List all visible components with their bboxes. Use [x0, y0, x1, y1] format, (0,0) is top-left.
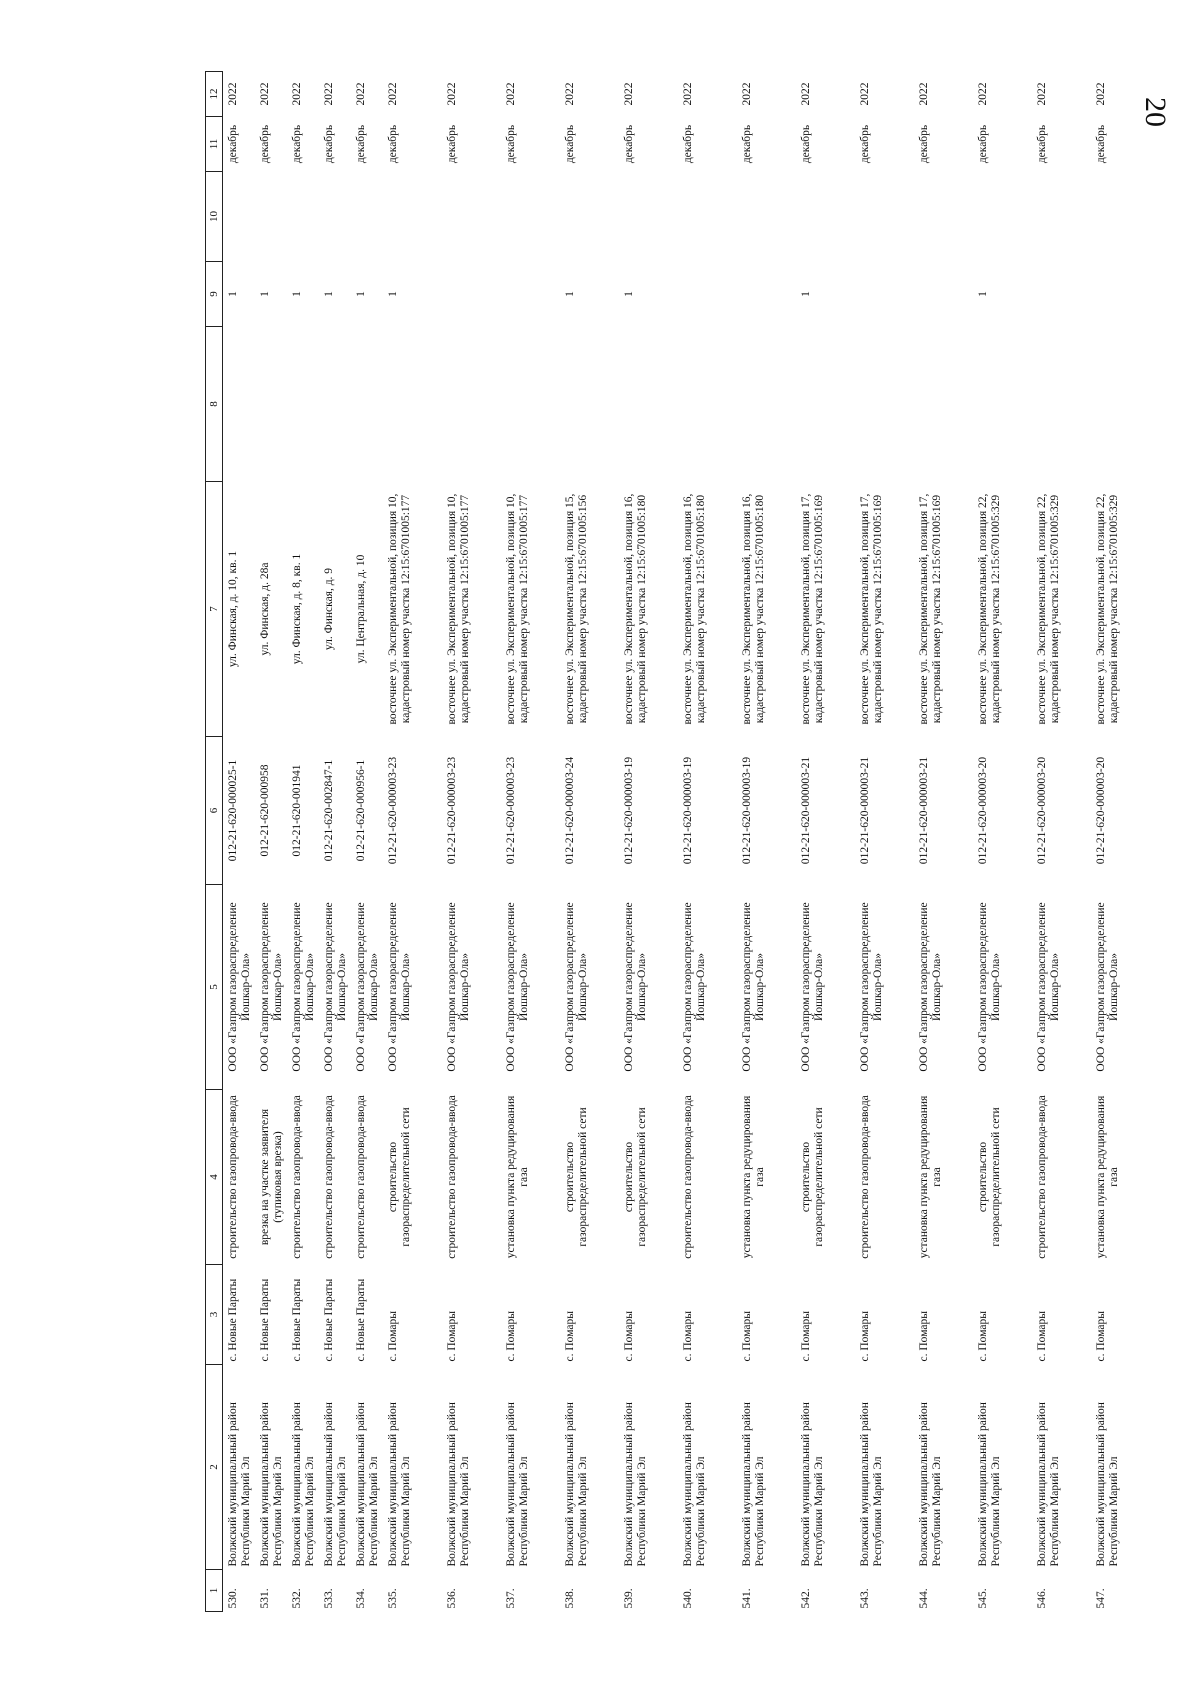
- district-cell: Волжский муниципальный район Республики Марий Эл: [682, 1402, 708, 1567]
- settlement-cell: с. Помары: [505, 1311, 517, 1362]
- organization-cell: ООО «Газпром газораспределение Йошкар-Ола»: [387, 902, 413, 1072]
- organization-cell: ООО «Газпром газораспределение Йошкар-Ола»: [623, 902, 649, 1072]
- application-number-cell: 012-21-620-002847-1: [323, 759, 335, 862]
- work-type-cell: строительство газораспределительной сети: [564, 1107, 590, 1247]
- work-type-cell: строительство газопровода-ввода: [355, 1095, 367, 1259]
- row-number: 536.: [446, 1588, 458, 1609]
- settlement-cell: с. Помары: [741, 1311, 753, 1362]
- settlement-cell: с. Новые Параты: [227, 1278, 239, 1362]
- quantity-cell: 1: [323, 291, 335, 297]
- district-cell: Волжский муниципальный район Республики Марий Эл: [564, 1402, 590, 1567]
- row-number: 543.: [859, 1588, 871, 1609]
- year-cell: 2022: [1036, 82, 1048, 106]
- address-cell: восточнее ул. Экспериментальной, позиция 22, кадастровый номер участка 12:15:6701005:329: [977, 493, 1003, 725]
- settlement-cell: с. Помары: [977, 1311, 989, 1362]
- address-cell: ул. Финская, д. 9: [323, 567, 335, 651]
- column-10-cell: [855, 172, 914, 262]
- row-number: 538.: [564, 1588, 576, 1609]
- quantity-cell: 1: [387, 291, 399, 297]
- organization-cell: ООО «Газпром газораспределение Йошкар-Ола»: [741, 902, 767, 1072]
- month-cell: декабрь: [1036, 124, 1048, 164]
- work-type-cell: строительство газораспределительной сети: [387, 1107, 413, 1247]
- column-header-5: 5: [206, 885, 223, 1090]
- table-row: [287, 72, 319, 1612]
- quantity-cell: 1: [564, 291, 576, 297]
- column-10-cell: [737, 172, 796, 262]
- application-number-cell: 012-21-620-000003-19: [741, 756, 753, 865]
- quantity-cell: 1: [977, 291, 989, 297]
- district-cell: Волжский муниципальный район Республики Марий Эл: [505, 1402, 531, 1567]
- work-type-cell: установка пункта редуцирования газа: [741, 1095, 767, 1259]
- column-10-cell: [973, 172, 1032, 262]
- column-10-cell: [255, 172, 287, 262]
- month-cell: декабрь: [564, 124, 576, 164]
- work-type-cell: строительство газопровода-ввода: [227, 1095, 239, 1259]
- work-type-cell: строительство газопровода-ввода: [323, 1095, 335, 1259]
- column-header-8: 8: [206, 327, 223, 482]
- row-number: 531.: [259, 1588, 271, 1609]
- address-cell: восточнее ул. Экспериментальной, позиция 16, кадастровый номер участка 12:15:6701005:180: [682, 493, 708, 725]
- table-header: [206, 72, 223, 1612]
- column-10-cell: [796, 172, 855, 262]
- table-row: [442, 72, 501, 1612]
- table-row: [737, 72, 796, 1612]
- organization-cell: ООО «Газпром газораспределение Йошкар-Ола»: [1036, 902, 1062, 1072]
- row-number: 539.: [623, 1588, 635, 1609]
- gasification-schedule-table: [205, 71, 1150, 1612]
- column-8-cell: [1091, 327, 1150, 482]
- year-cell: 2022: [918, 82, 930, 106]
- row-number: 546.: [1036, 1588, 1048, 1609]
- row-number: 544.: [918, 1588, 930, 1609]
- address-cell: восточнее ул. Экспериментальной, позиция 17, кадастровый номер участка 12:15:6701005:169: [859, 493, 885, 725]
- month-cell: декабрь: [291, 124, 303, 164]
- column-10-cell: [914, 172, 973, 262]
- district-cell: Волжский муниципальный район Республики Марий Эл: [1036, 1402, 1062, 1567]
- district-cell: Волжский муниципальный район Республики Марий Эл: [741, 1402, 767, 1567]
- quantity-cell: 1: [355, 291, 367, 297]
- quantity-cell: [442, 262, 501, 327]
- column-header-9: 9: [206, 262, 223, 327]
- year-cell: 2022: [800, 82, 812, 106]
- work-type-cell: строительство газопровода-ввода: [682, 1095, 694, 1259]
- organization-cell: ООО «Газпром газораспределение Йошкар-Ола»: [682, 902, 708, 1072]
- row-number: 534.: [355, 1588, 367, 1609]
- column-8-cell: [914, 327, 973, 482]
- year-cell: 2022: [355, 82, 367, 106]
- organization-cell: ООО «Газпром газораспределение Йошкар-Ола»: [918, 902, 944, 1072]
- organization-cell: ООО «Газпром газораспределение Йошкар-Ола»: [355, 902, 381, 1072]
- district-cell: Волжский муниципальный район Республики Марий Эл: [259, 1402, 285, 1567]
- table-row: [973, 72, 1032, 1612]
- organization-cell: ООО «Газпром газораспределение Йошкар-Ола»: [505, 902, 531, 1072]
- row-number: 532.: [291, 1588, 303, 1609]
- column-8-cell: [737, 327, 796, 482]
- work-type-cell: установка пункта редуцирования газа: [1095, 1095, 1121, 1259]
- page-number: 20: [1139, 97, 1172, 127]
- table-row: [501, 72, 560, 1612]
- application-number-cell: 012-21-620-000003-19: [623, 756, 635, 865]
- quantity-cell: 1: [291, 291, 303, 297]
- table-row: [678, 72, 737, 1612]
- table-row: [319, 72, 351, 1612]
- column-header-11: 11: [206, 117, 223, 172]
- column-10-cell: [287, 172, 319, 262]
- table-row: [560, 72, 619, 1612]
- address-cell: ул. Финская, д. 10, кв. 1: [227, 550, 239, 668]
- application-number-cell: 012-21-620-000003-21: [859, 756, 871, 865]
- quantity-cell: [501, 262, 560, 327]
- month-cell: декабрь: [227, 124, 239, 164]
- year-cell: 2022: [564, 82, 576, 106]
- column-8-cell: [973, 327, 1032, 482]
- column-8-cell: [442, 327, 501, 482]
- year-cell: 2022: [741, 82, 753, 106]
- column-header-1: 1: [206, 1570, 223, 1612]
- application-number-cell: 012-21-620-000956-1: [355, 759, 367, 862]
- month-cell: декабрь: [446, 124, 458, 164]
- address-cell: восточнее ул. Экспериментальной, позиция 22, кадастровый номер участка 12:15:6701005:329: [1095, 493, 1121, 725]
- quantity-cell: 1: [623, 291, 635, 297]
- month-cell: декабрь: [1095, 124, 1107, 164]
- settlement-cell: с. Помары: [859, 1311, 871, 1362]
- settlement-cell: с. Помары: [800, 1311, 812, 1362]
- year-cell: 2022: [291, 82, 303, 106]
- address-cell: восточнее ул. Экспериментальной, позиция 15, кадастровый номер участка 12:15:6701005:156: [564, 493, 590, 725]
- quantity-cell: 1: [227, 291, 239, 297]
- organization-cell: ООО «Газпром газораспределение Йошкар-Ола»: [977, 902, 1003, 1072]
- application-number-cell: 012-21-620-000003-23: [387, 756, 399, 865]
- work-type-cell: строительство газопровода-ввода: [859, 1095, 871, 1259]
- year-cell: 2022: [623, 82, 635, 106]
- column-10-cell: [1091, 172, 1150, 262]
- work-type-cell: установка пункта редуцирования газа: [505, 1095, 531, 1259]
- column-8-cell: [287, 327, 319, 482]
- row-number: 533.: [323, 1588, 335, 1609]
- district-cell: Волжский муниципальный район Республики Марий Эл: [355, 1402, 381, 1567]
- column-8-cell: [351, 327, 383, 482]
- table-row: [1091, 72, 1150, 1612]
- column-header-7: 7: [206, 482, 223, 737]
- application-number-cell: 012-21-620-000003-20: [1095, 756, 1107, 865]
- row-number: 530.: [227, 1588, 239, 1609]
- row-number: 540.: [682, 1588, 694, 1609]
- year-cell: 2022: [1095, 82, 1107, 106]
- row-number: 537.: [505, 1588, 517, 1609]
- application-number-cell: 012-21-620-000003-20: [977, 756, 989, 865]
- application-number-cell: 012-21-620-000003-24: [564, 756, 576, 865]
- work-type-cell: врезка на участке заявителя (тупиковая врезка): [259, 1108, 285, 1246]
- address-cell: восточнее ул. Экспериментальной, позиция 16, кадастровый номер участка 12:15:6701005:180: [741, 493, 767, 725]
- district-cell: Волжский муниципальный район Республики Марий Эл: [859, 1402, 885, 1567]
- address-cell: восточнее ул. Экспериментальной, позиция 10, кадастровый номер участка 12:15:6701005:177: [446, 493, 472, 725]
- year-cell: 2022: [446, 82, 458, 106]
- district-cell: Волжский муниципальный район Республики Марий Эл: [446, 1402, 472, 1567]
- organization-cell: ООО «Газпром газораспределение Йошкар-Ола»: [800, 902, 826, 1072]
- column-10-cell: [619, 172, 678, 262]
- month-cell: декабрь: [682, 124, 694, 164]
- district-cell: Волжский муниципальный район Республики Марий Эл: [387, 1402, 413, 1567]
- quantity-cell: [1032, 262, 1091, 327]
- column-header-3: 3: [206, 1265, 223, 1365]
- application-number-cell: 012-21-620-000003-19: [682, 756, 694, 865]
- year-cell: 2022: [505, 82, 517, 106]
- quantity-cell: [914, 262, 973, 327]
- month-cell: декабрь: [741, 124, 753, 164]
- district-cell: Волжский муниципальный район Республики Марий Эл: [800, 1402, 826, 1567]
- month-cell: декабрь: [505, 124, 517, 164]
- column-header-6: 6: [206, 737, 223, 885]
- settlement-cell: с. Новые Параты: [291, 1278, 303, 1362]
- quantity-cell: [855, 262, 914, 327]
- column-10-cell: [1032, 172, 1091, 262]
- organization-cell: ООО «Газпром газораспределение Йошкар-Ола»: [227, 902, 253, 1072]
- organization-cell: ООО «Газпром газораспределение Йошкар-Ола»: [859, 902, 885, 1072]
- rotated-table-wrapper: [205, 72, 1121, 1612]
- settlement-cell: с. Помары: [1095, 1311, 1107, 1362]
- settlement-cell: с. Новые Параты: [259, 1278, 271, 1362]
- settlement-cell: с. Помары: [623, 1311, 635, 1362]
- table-row: [1032, 72, 1091, 1612]
- column-10-cell: [560, 172, 619, 262]
- table-row: [914, 72, 973, 1612]
- application-number-cell: 012-21-620-001941: [291, 764, 303, 857]
- settlement-cell: с. Помары: [387, 1311, 399, 1362]
- address-cell: ул. Финская, д. 8, кв. 1: [291, 553, 303, 665]
- column-10-cell: [678, 172, 737, 262]
- table-row: [383, 72, 442, 1612]
- row-number: 545.: [977, 1588, 989, 1609]
- column-8-cell: [560, 327, 619, 482]
- work-type-cell: строительство газораспределительной сети: [800, 1107, 826, 1247]
- row-number: 542.: [800, 1588, 812, 1609]
- month-cell: декабрь: [323, 124, 335, 164]
- month-cell: декабрь: [918, 124, 930, 164]
- quantity-cell: [1091, 262, 1150, 327]
- work-type-cell: строительство газопровода-ввода: [1036, 1095, 1048, 1259]
- month-cell: декабрь: [977, 124, 989, 164]
- organization-cell: ООО «Газпром газораспределение Йошкар-Ола»: [291, 902, 317, 1072]
- row-number: 541.: [741, 1588, 753, 1609]
- address-cell: восточнее ул. Экспериментальной, позиция 10, кадастровый номер участка 12:15:6701005:177: [505, 493, 531, 725]
- row-number: 547.: [1095, 1588, 1107, 1609]
- year-cell: 2022: [323, 82, 335, 106]
- quantity-cell: 1: [800, 291, 812, 297]
- organization-cell: ООО «Газпром газораспределение Йошкар-Ола»: [564, 902, 590, 1072]
- organization-cell: ООО «Газпром газораспределение Йошкар-Ола»: [1095, 902, 1121, 1072]
- work-type-cell: строительство газопровода-ввода: [291, 1095, 303, 1259]
- address-cell: восточнее ул. Экспериментальной, позиция 16, кадастровый номер участка 12:15:6701005:180: [623, 493, 649, 725]
- column-header-12: 12: [206, 72, 223, 117]
- table-row: [796, 72, 855, 1612]
- quantity-cell: [678, 262, 737, 327]
- address-cell: восточнее ул. Экспериментальной, позиция 22, кадастровый номер участка 12:15:6701005:329: [1036, 493, 1062, 725]
- quantity-cell: 1: [259, 291, 271, 297]
- month-cell: декабрь: [859, 124, 871, 164]
- application-number-cell: 012-21-620-000003-23: [446, 756, 458, 865]
- table-row: [351, 72, 383, 1612]
- column-10-cell: [383, 172, 442, 262]
- work-type-cell: строительство газораспределительной сети: [977, 1107, 1003, 1247]
- address-cell: ул. Финская, д. 28а: [259, 562, 271, 656]
- address-cell: восточнее ул. Экспериментальной, позиция 17, кадастровый номер участка 12:15:6701005:169: [800, 493, 826, 725]
- district-cell: Волжский муниципальный район Республики Марий Эл: [918, 1402, 944, 1567]
- organization-cell: ООО «Газпром газораспределение Йошкар-Ола»: [259, 902, 285, 1072]
- month-cell: декабрь: [800, 124, 812, 164]
- district-cell: Волжский муниципальный район Республики Марий Эл: [291, 1402, 317, 1567]
- table-row: [619, 72, 678, 1612]
- column-8-cell: [855, 327, 914, 482]
- month-cell: декабрь: [623, 124, 635, 164]
- district-cell: Волжский муниципальный район Республики Марий Эл: [323, 1402, 349, 1567]
- settlement-cell: с. Помары: [446, 1311, 458, 1362]
- month-cell: декабрь: [355, 124, 367, 164]
- month-cell: декабрь: [387, 124, 399, 164]
- quantity-cell: [737, 262, 796, 327]
- column-8-cell: [796, 327, 855, 482]
- application-number-cell: 012-21-620-000958: [259, 764, 271, 857]
- address-cell: ул. Центральная, д. 10: [355, 554, 367, 664]
- column-10-cell: [351, 172, 383, 262]
- column-8-cell: [223, 327, 256, 482]
- work-type-cell: строительство газораспределительной сети: [623, 1107, 649, 1247]
- organization-cell: ООО «Газпром газораспределение Йошкар-Ола»: [323, 902, 349, 1072]
- row-number: 535.: [387, 1588, 399, 1609]
- column-header-10: 10: [206, 172, 223, 262]
- district-cell: Волжский муниципальный район Республики Марий Эл: [1095, 1402, 1121, 1567]
- column-10-cell: [442, 172, 501, 262]
- settlement-cell: с. Помары: [564, 1311, 576, 1362]
- address-cell: восточнее ул. Экспериментальной, позиция 10, кадастровый номер участка 12:15:6701005:177: [387, 493, 413, 725]
- work-type-cell: установка пункта редуцирования газа: [918, 1095, 944, 1259]
- district-cell: Волжский муниципальный район Республики Марий Эл: [227, 1402, 253, 1567]
- work-type-cell: строительство газопровода-ввода: [446, 1095, 458, 1259]
- table-row: [223, 72, 256, 1612]
- column-8-cell: [1032, 327, 1091, 482]
- organization-cell: ООО «Газпром газораспределение Йошкар-Ола»: [446, 902, 472, 1072]
- column-header-4: 4: [206, 1090, 223, 1265]
- table-body: [223, 72, 1151, 1612]
- settlement-cell: с. Новые Параты: [323, 1278, 335, 1362]
- year-cell: 2022: [682, 82, 694, 106]
- settlement-cell: с. Помары: [682, 1311, 694, 1362]
- year-cell: 2022: [977, 82, 989, 106]
- application-number-cell: 012-21-620-000003-21: [918, 756, 930, 865]
- column-10-cell: [319, 172, 351, 262]
- table-row: [255, 72, 287, 1612]
- settlement-cell: с. Помары: [1036, 1311, 1048, 1362]
- column-8-cell: [619, 327, 678, 482]
- column-8-cell: [383, 327, 442, 482]
- year-cell: 2022: [387, 82, 399, 106]
- column-10-cell: [501, 172, 560, 262]
- table-row: [855, 72, 914, 1612]
- column-8-cell: [319, 327, 351, 482]
- settlement-cell: с. Новые Параты: [355, 1278, 367, 1362]
- column-8-cell: [255, 327, 287, 482]
- year-cell: 2022: [227, 82, 239, 106]
- application-number-cell: 012-21-620-000025-1: [227, 759, 239, 862]
- settlement-cell: с. Помары: [918, 1311, 930, 1362]
- year-cell: 2022: [859, 82, 871, 106]
- column-10-cell: [223, 172, 256, 262]
- year-cell: 2022: [259, 82, 271, 106]
- address-cell: восточнее ул. Экспериментальной, позиция 17, кадастровый номер участка 12:15:6701005:169: [918, 493, 944, 725]
- application-number-cell: 012-21-620-000003-21: [800, 756, 812, 865]
- header-row: [206, 72, 223, 1612]
- column-8-cell: [501, 327, 560, 482]
- month-cell: декабрь: [259, 124, 271, 164]
- district-cell: Волжский муниципальный район Республики Марий Эл: [623, 1402, 649, 1567]
- application-number-cell: 012-21-620-000003-20: [1036, 756, 1048, 865]
- column-8-cell: [678, 327, 737, 482]
- column-header-2: 2: [206, 1365, 223, 1570]
- district-cell: Волжский муниципальный район Республики Марий Эл: [977, 1402, 1003, 1567]
- application-number-cell: 012-21-620-000003-23: [505, 756, 517, 865]
